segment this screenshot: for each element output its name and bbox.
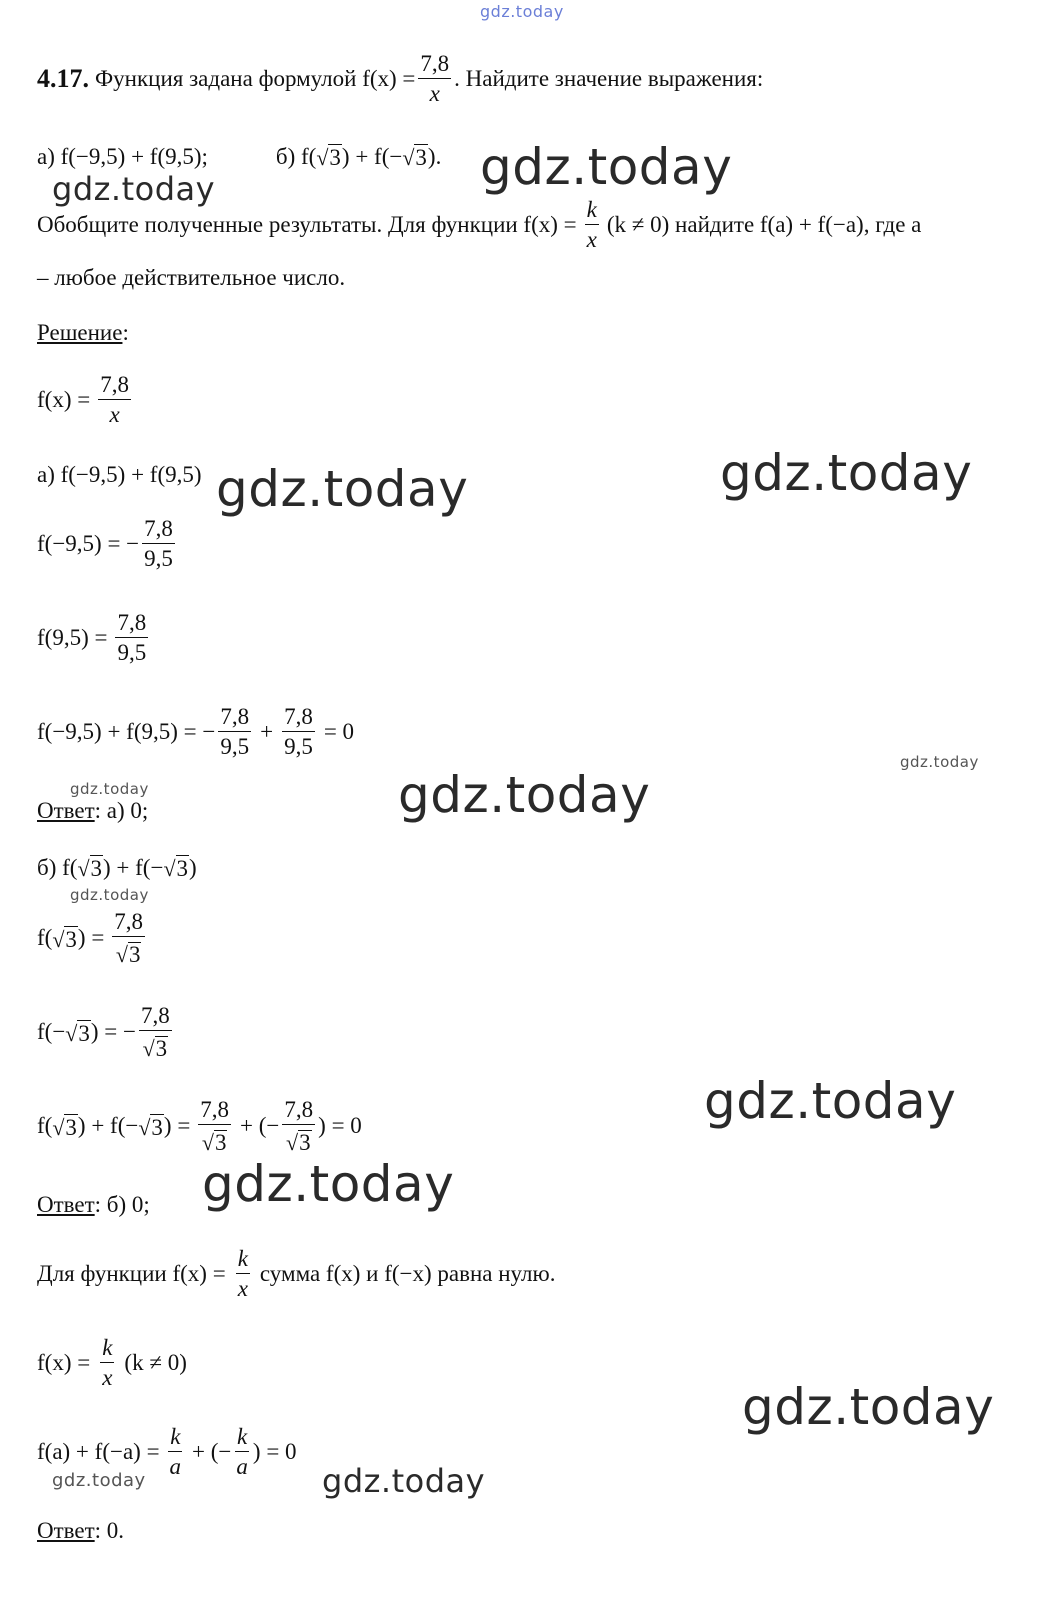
text: ) — [189, 854, 197, 880]
sqrt-expression — [163, 853, 189, 882]
text: ) = − — [90, 1019, 136, 1044]
fraction — [112, 910, 145, 966]
task-intro: Функция задана формулой f(x) = — [95, 65, 416, 91]
numerator: 7,8 — [98, 373, 131, 400]
sqrt-sign: √ — [77, 856, 90, 881]
numerator: 7,8 — [282, 1098, 315, 1125]
text: Для функции f(x) = — [37, 1260, 226, 1286]
watermark: gdz.today — [322, 1462, 486, 1500]
sqrt-sign: √ — [142, 1036, 155, 1061]
fraction — [282, 1098, 315, 1154]
denominator — [200, 1125, 230, 1154]
equation-b1 — [37, 910, 148, 966]
sqrt-argument: 3 — [78, 1020, 90, 1046]
text: f(− — [37, 1019, 66, 1044]
fraction — [100, 1336, 114, 1389]
fraction — [98, 373, 131, 426]
equals-zero: = 0 — [323, 718, 355, 744]
numerator: 7,8 — [142, 517, 175, 544]
sqrt-expression — [316, 142, 342, 171]
part-b-pre: б) f( — [275, 143, 317, 169]
watermark-top: gdz.today — [480, 2, 564, 21]
equation-k — [37, 1336, 187, 1389]
text: ) = 0 — [252, 1438, 297, 1464]
answer-label: Ответ — [37, 1518, 95, 1543]
sqrt-expression — [65, 1018, 91, 1047]
sqrt-argument: 3 — [90, 856, 103, 881]
numerator: 7,8 — [218, 705, 251, 732]
equation-fa — [37, 1425, 297, 1478]
lhs: f(−9,5) = − — [37, 530, 140, 556]
equation-b3 — [37, 1098, 362, 1154]
sqrt-expression — [138, 1112, 164, 1141]
numerator: k — [236, 1247, 250, 1274]
sqrt-argument: 3 — [299, 1130, 311, 1155]
sqrt-expression — [402, 142, 428, 171]
denominator: a — [236, 1454, 248, 1479]
equation-b2 — [37, 1004, 175, 1060]
numerator: 7,8 — [282, 705, 315, 732]
sqrt-sign: √ — [316, 145, 329, 170]
denominator: 9,5 — [284, 734, 313, 759]
watermark: gdz.today — [398, 766, 651, 824]
text: f( — [37, 1113, 53, 1138]
task-number: 4.17. — [37, 63, 89, 93]
task-generalize — [37, 198, 921, 251]
sqrt-sign: √ — [52, 1114, 65, 1140]
denominator — [114, 937, 144, 966]
text: ) = — [163, 1113, 191, 1138]
denominator: x — [109, 402, 120, 427]
sqrt-sign: √ — [285, 1130, 299, 1155]
denominator: x — [429, 81, 440, 106]
watermark: gdz.today — [742, 1378, 995, 1436]
fraction — [142, 517, 175, 570]
summary-line — [37, 1247, 555, 1300]
sqrt-argument: 3 — [151, 1114, 163, 1140]
numerator: 7,8 — [112, 910, 145, 937]
fraction — [218, 705, 251, 758]
sqrt-sign: √ — [52, 926, 65, 952]
sqrt-argument: 3 — [128, 942, 141, 967]
part-b-label — [37, 853, 197, 882]
sqrt-argument: 3 — [65, 926, 77, 952]
numerator: k — [168, 1425, 182, 1452]
text: б) f( — [37, 854, 78, 880]
fraction — [198, 1098, 231, 1154]
colon: : — [122, 320, 129, 345]
numerator: k — [100, 1336, 114, 1363]
answer-value: : 0. — [94, 1518, 125, 1543]
solution-label: Решение — [37, 320, 123, 345]
denominator — [284, 1125, 314, 1154]
lhs: f(a) + f(−a) = — [37, 1438, 160, 1464]
sqrt-argument: 3 — [329, 145, 341, 170]
answer-value: : а) 0; — [94, 798, 149, 823]
sqrt-sign: √ — [115, 942, 128, 967]
sqrt-sign: √ — [163, 856, 176, 881]
fraction — [139, 1004, 172, 1060]
watermark: gdz.today — [704, 1072, 957, 1130]
task-generalize-cont — [37, 265, 345, 291]
fraction — [418, 52, 451, 105]
sqrt-expression — [52, 1112, 78, 1141]
part-a-expression: а) f(−9,5) + f(9,5) — [37, 462, 202, 487]
equation-a1 — [37, 517, 178, 570]
denominator: 9,5 — [220, 734, 250, 759]
fraction — [236, 1247, 250, 1300]
text: ) + f(− — [77, 1113, 139, 1138]
solution-heading — [37, 320, 129, 346]
watermark: gdz.today — [216, 460, 469, 518]
text: + (− — [192, 1438, 232, 1464]
watermark: gdz.today — [480, 138, 733, 196]
fraction — [115, 611, 148, 664]
fraction — [585, 198, 599, 251]
watermark: gdz.today — [70, 780, 149, 798]
text: (k ≠ 0) — [124, 1349, 187, 1375]
sqrt-sign: √ — [65, 1020, 78, 1046]
sqrt-argument: 3 — [176, 856, 189, 881]
task-statement — [37, 52, 763, 105]
denominator: 9,5 — [117, 640, 147, 665]
general-post: (k ≠ 0) найдите f(a) + f(−a), где а — [606, 211, 922, 237]
part-a: а) f(−9,5) + f(9,5); — [37, 143, 208, 169]
plus-sign: + — [260, 718, 274, 744]
denominator: x — [586, 227, 597, 252]
answer-final — [37, 1518, 124, 1544]
text: ) + f(− — [103, 854, 164, 880]
text: сумма f(x) и f(−x) равна нулю. — [259, 1260, 556, 1286]
sqrt-argument: 3 — [415, 145, 427, 170]
equation-a2 — [37, 611, 151, 664]
fraction — [282, 705, 315, 758]
denominator: x — [102, 1365, 113, 1390]
lhs: f(x) = — [37, 1349, 91, 1375]
general-pre: Обобщите полученные результаты. Для функции f(x) = — [37, 211, 577, 237]
part-b-end: ). — [427, 143, 442, 169]
lhs: f(x) = — [37, 386, 91, 412]
watermark: gdz.today — [720, 444, 973, 502]
sqrt-argument: 3 — [155, 1036, 168, 1061]
lhs: f(−9,5) + f(9,5) = − — [37, 718, 216, 744]
watermark: gdz.today — [52, 1470, 146, 1491]
sqrt-expression — [52, 924, 78, 953]
text: f( — [37, 925, 53, 950]
text: + (− — [240, 1113, 280, 1138]
numerator: 7,8 — [115, 611, 148, 638]
general-cont: – любое действительное число. — [37, 265, 346, 290]
numerator: k — [235, 1425, 249, 1452]
fx-definition — [37, 373, 134, 426]
watermark: gdz.today — [202, 1155, 455, 1213]
sqrt-argument: 3 — [214, 1130, 227, 1155]
denominator: a — [169, 1454, 182, 1479]
fraction — [234, 1425, 250, 1478]
fraction — [168, 1425, 184, 1478]
text: ) = — [77, 925, 105, 950]
watermark: gdz.today — [70, 886, 149, 904]
task-parts — [37, 142, 441, 171]
numerator: 7,8 — [198, 1098, 231, 1125]
denominator — [141, 1031, 171, 1060]
answer-label: Ответ — [37, 1192, 95, 1217]
sqrt-argument: 3 — [65, 1114, 77, 1140]
answer-a — [37, 798, 148, 824]
sqrt-sign: √ — [138, 1114, 151, 1140]
numerator: k — [585, 198, 599, 225]
part-b-mid: ) + f(− — [341, 143, 403, 169]
answer-label: Ответ — [37, 798, 95, 823]
equation-a3 — [37, 705, 354, 758]
part-a-label — [37, 462, 202, 488]
answer-value: : б) 0; — [94, 1192, 150, 1217]
answer-b — [37, 1192, 150, 1218]
denominator: x — [237, 1276, 248, 1301]
task-intro-end: . Найдите значение выражения: — [454, 65, 764, 91]
watermark: gdz.today — [900, 753, 979, 771]
text: ) = 0 — [318, 1113, 362, 1138]
denominator: 9,5 — [144, 546, 173, 571]
numerator: 7,8 — [418, 52, 451, 79]
sqrt-sign: √ — [201, 1130, 214, 1155]
lhs: f(9,5) = — [37, 624, 108, 650]
numerator: 7,8 — [139, 1004, 172, 1031]
watermark: gdz.today — [52, 170, 216, 208]
sqrt-sign: √ — [402, 145, 415, 170]
sqrt-expression — [77, 853, 103, 882]
